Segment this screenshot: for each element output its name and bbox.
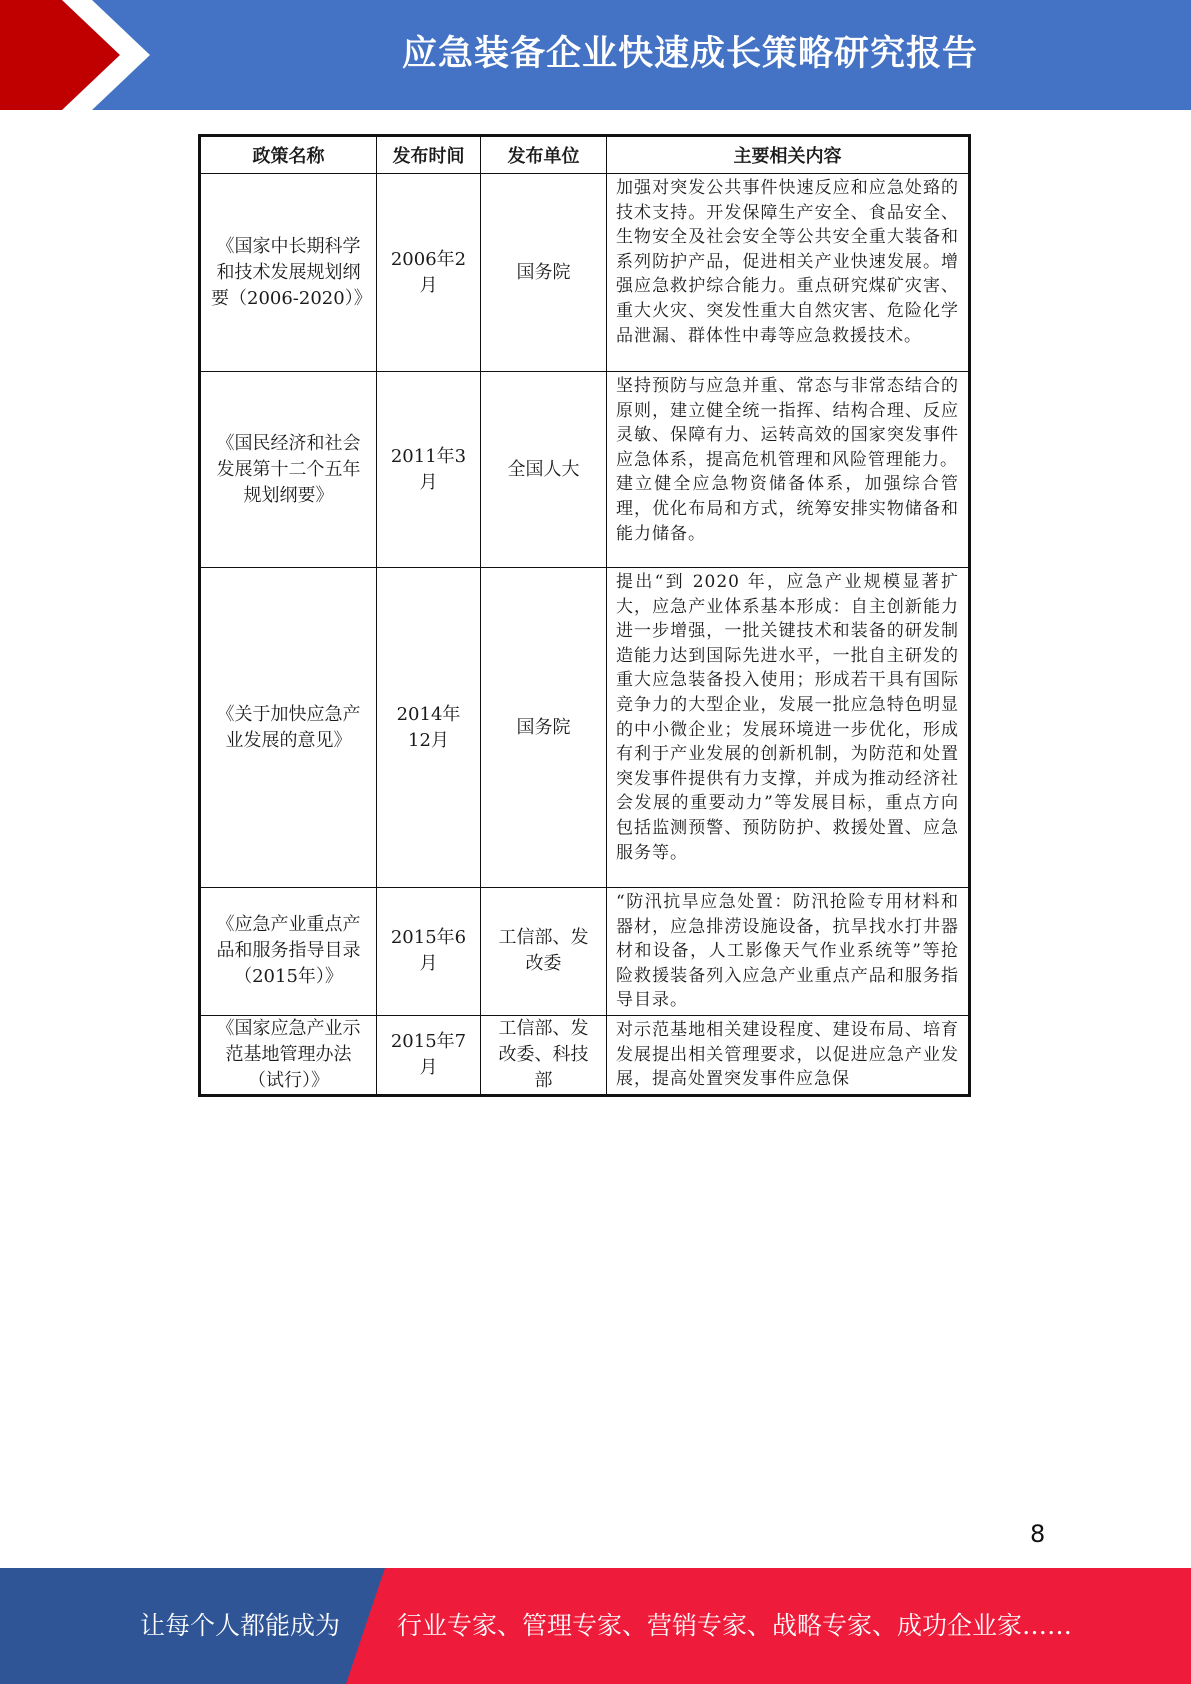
column-header-date: 发布时间 (377, 136, 481, 174)
table-row (200, 888, 970, 1016)
policy-name-cell: 《关于加快应急产业发展的意见》 (200, 568, 377, 888)
content-cell (607, 372, 970, 568)
issuer-cell: 国务院 (481, 174, 607, 372)
policy-name-cell: 《应急产业重点产品和服务指导目录（2015年）》 (200, 888, 377, 1016)
table-row (200, 174, 970, 372)
content-cell: “防汛抗旱应急处置：防汛抢险专用材料和器材，应急排涝设施设备，抗旱找水打井器材和设备，人工影像天气作业系统等”等抢险救援装备列入应急产业重点产品和服务指导目录。 (607, 888, 970, 1016)
report-title: 应急装备企业快速成长策略研究报告 (401, 34, 978, 74)
table-row (200, 1015, 970, 1095)
page-number: 8 (1030, 1520, 1046, 1548)
issuer-cell: 全国人大 (481, 372, 607, 568)
issuer-cell: 工信部、发改委、科技部 (481, 1015, 607, 1095)
date-cell: 2006年2月 (377, 174, 481, 372)
content-cell: 加强对突发公共事件快速反应和应急处臵的技术支持。开发保障生产安全、食品安全、生物安全及社会安全等公共安全重大装备和系列防护产品，促进相关产业快速发展。增强应急救护综合能力。重点研究煤矿灾害、重大火灾、突发性重大自然灾害、危险化学品泄漏、群体性中毒等应急救援技术。 (607, 174, 970, 372)
date-cell: 2015年6月 (377, 888, 481, 1016)
date-cell: 2011年3月 (377, 372, 481, 568)
content-cell: 对示范基地相关建设程度、建设布局、培育发展提出相关管理要求，以促进应急产业发展，提高处置突发事件应急保 (607, 1015, 970, 1095)
date-cell: 2015年7月 (377, 1015, 481, 1095)
content-cell: 提出“到 2020 年，应急产业规模显著扩大，应急产业体系基本形成：自主创新能力进一步增强，一批关键技术和装备的研发制造能力达到国际先进水平，一批自主研发的重大应急装备投入使用；形成若干具有国际竞争力的大型企业，发展一批应急特色明显的中小微企业；发展环境进一步优化，形成有利于产业发展的创新机制，为防范和处置突发事件提供有力支撑，并成为推动经济社会发展的重要动力”等发展目标，重点方向包括监测预警、预防防护、救援处置、应急服务等。 (607, 568, 970, 888)
table-row (200, 372, 970, 568)
policy-name-cell: 《国家中长期科学和技术发展规划纲要（2006-2020）》 (200, 174, 377, 372)
issuer-cell: 工信部、发改委 (481, 888, 607, 1016)
content-paragraph: 坚持预防与应急并重、常态与非常态结合的原则，建立健全统一指挥、结构合理、反应灵敏、保障有力、运转高效的国家突发事件应急体系，提高危机管理和风险管理能力。 (616, 376, 959, 470)
policy-table (198, 134, 971, 1097)
policy-name-cell: 《国家应急产业示范基地管理办法（试行）》 (200, 1015, 377, 1095)
column-header-content: 主要相关内容 (607, 136, 970, 174)
footer-slogan-left: 让每个人都能成为 (140, 1611, 341, 1640)
footer-slogan-right: 行业专家、管理专家、营销专家、战略专家、成功企业家…… (397, 1611, 1073, 1640)
content-paragraph: 建立健全应急物资储备体系，加强综合管理，优化布局和方式，统筹安排实物储备和能力储备。 (616, 474, 959, 544)
issuer-cell: 国务院 (481, 568, 607, 888)
policy-name-cell: 《国民经济和社会发展第十二个五年规划纲要》 (200, 372, 377, 568)
table-header-row (200, 136, 970, 174)
footer-band (0, 1568, 1191, 1684)
header-band (0, 0, 1191, 110)
date-cell: 2014年12月 (377, 568, 481, 888)
column-header-issuer: 发布单位 (481, 136, 607, 174)
column-header-policy-name: 政策名称 (200, 136, 377, 174)
table-row (200, 568, 970, 888)
